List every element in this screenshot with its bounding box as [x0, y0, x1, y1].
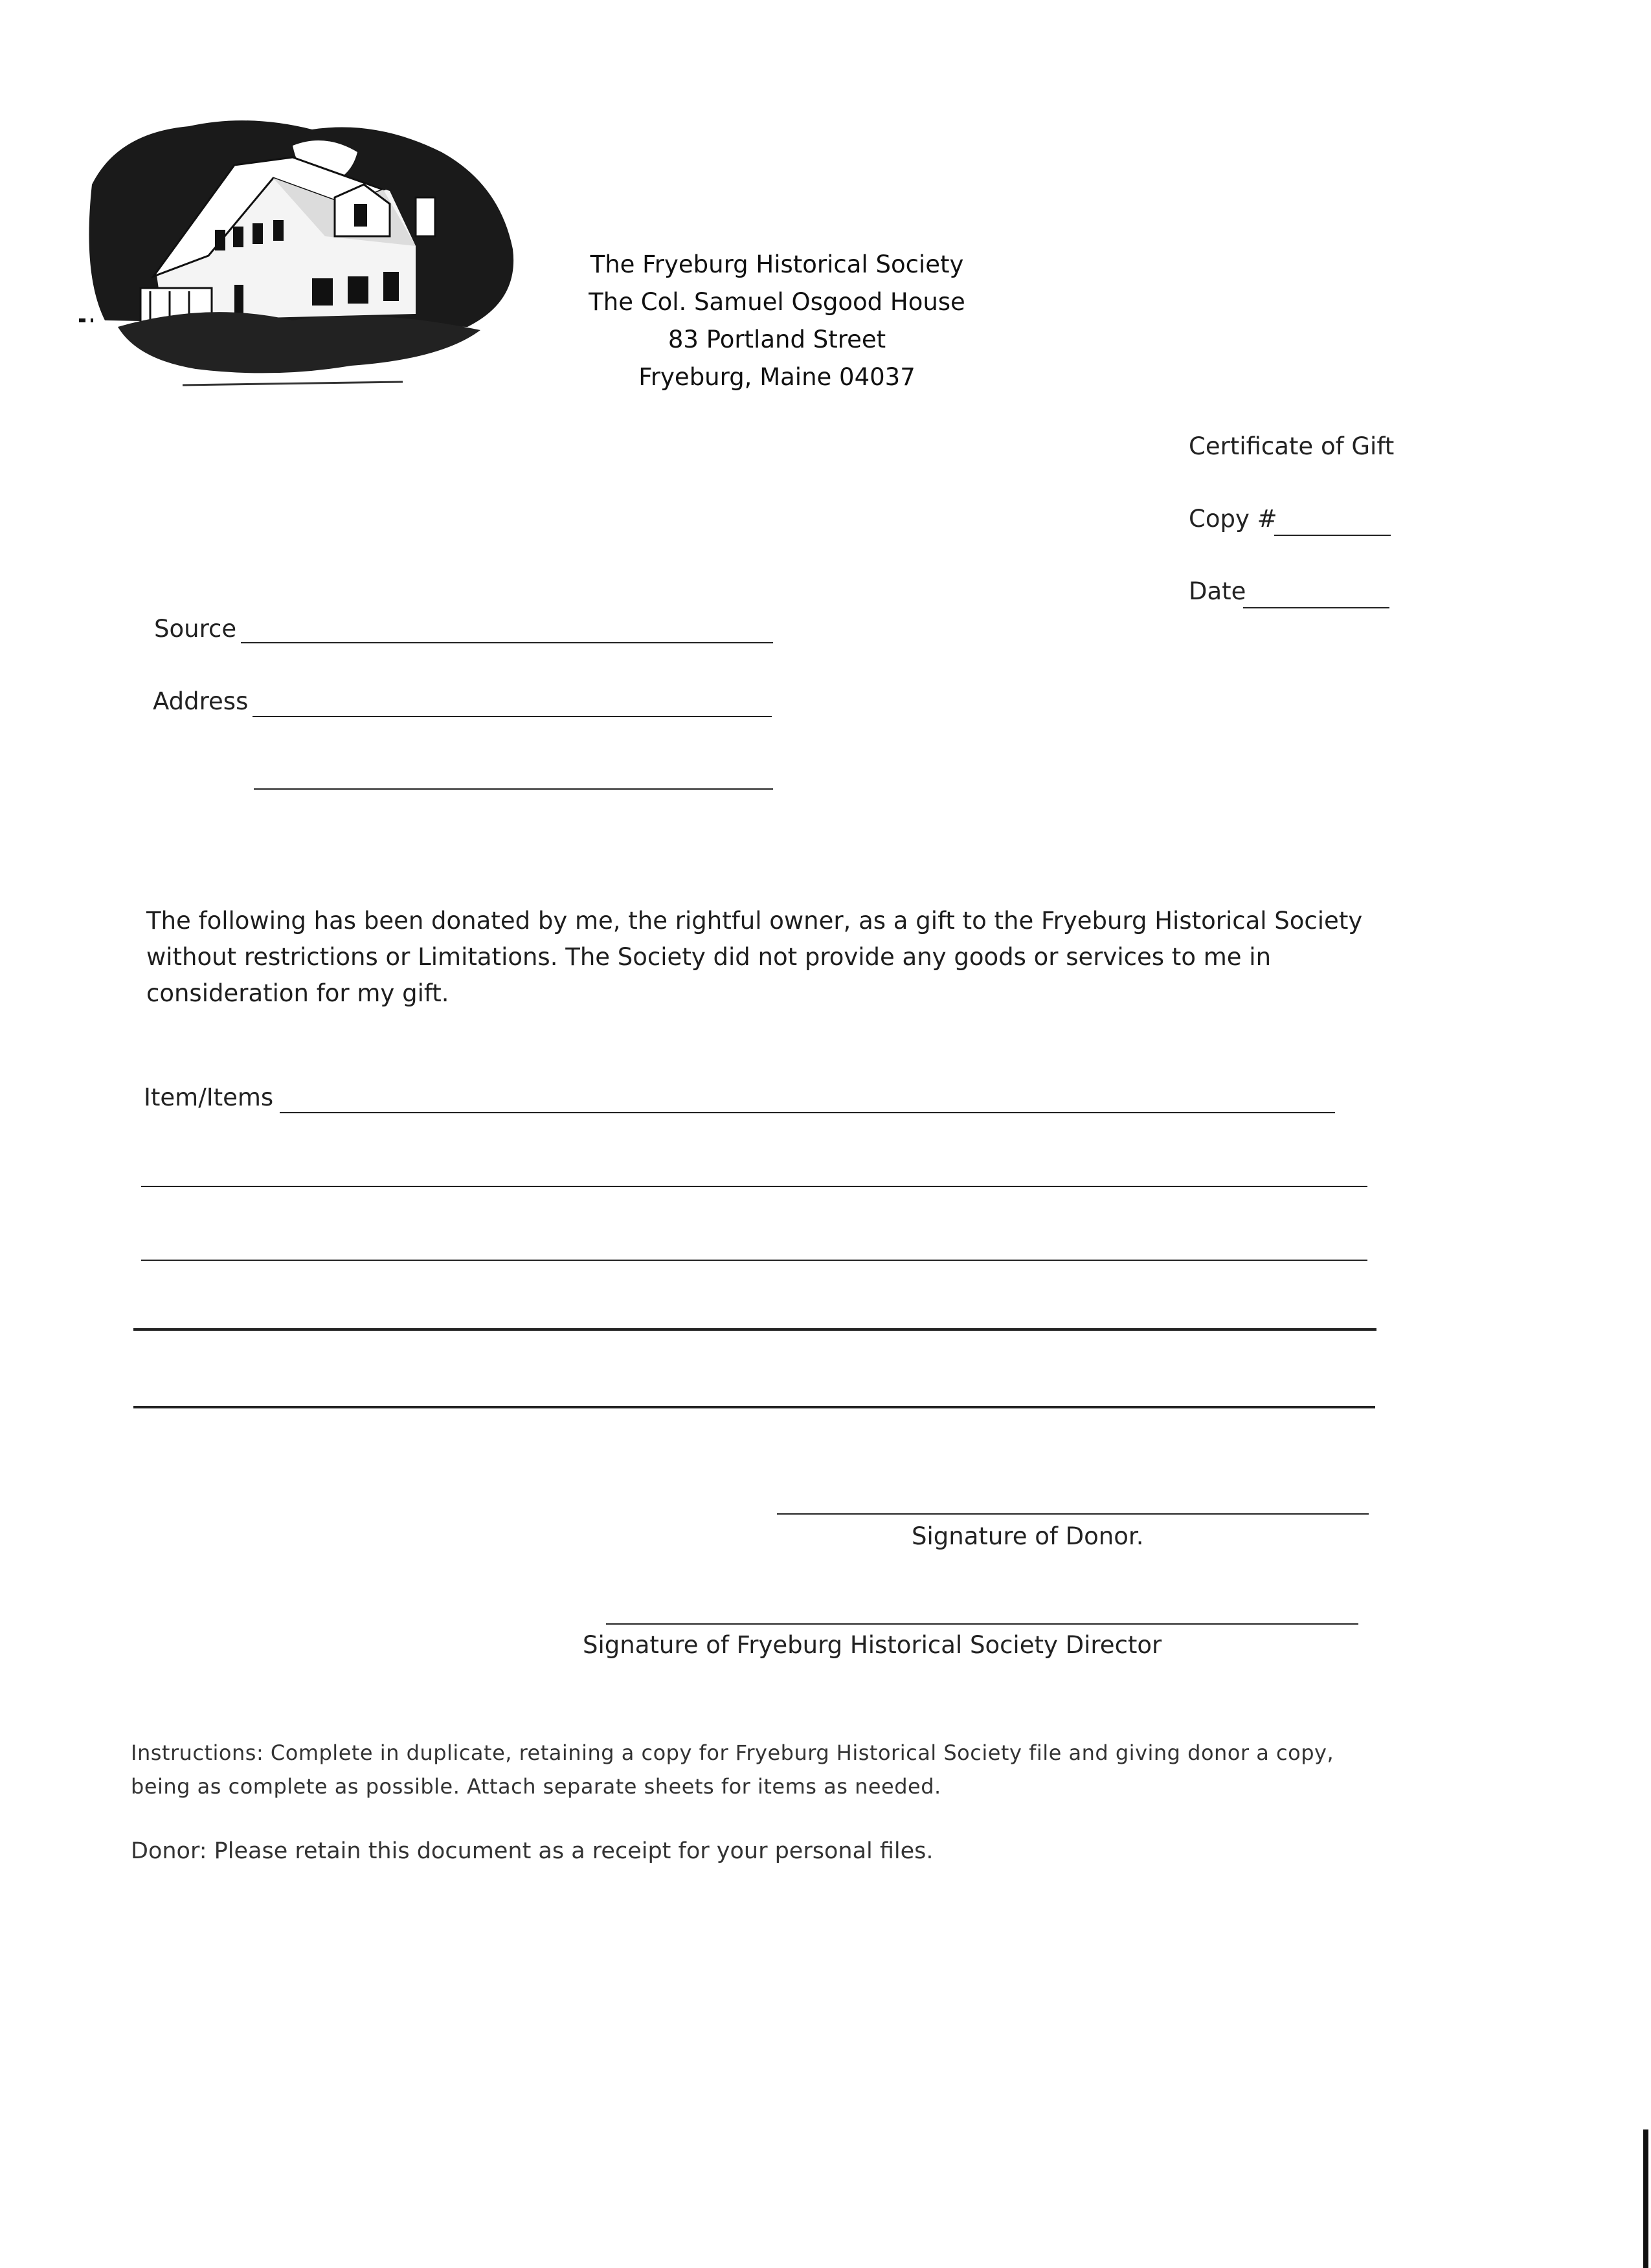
- address-label: Address: [153, 687, 249, 715]
- instructions-text: Instructions: Complete in duplicate, retaining a copy for Fryeburg Historical Society file and giving donor a copy, being as complete as possible. Attach separate sheets for items as needed.: [131, 1740, 1334, 1799]
- director-signature-line[interactable]: [606, 1623, 1358, 1625]
- house-logo-icon: [79, 107, 526, 398]
- address-field-line-1[interactable]: [253, 716, 772, 717]
- items-field-line-4[interactable]: [133, 1328, 1376, 1331]
- copy-number-label: Copy #: [1189, 505, 1277, 533]
- source-label: Source: [154, 615, 237, 643]
- items-field-line-3[interactable]: [141, 1260, 1367, 1261]
- street-address: 83 Portland Street: [668, 326, 886, 353]
- items-label: Item/Items: [144, 1084, 274, 1111]
- scan-edge-mark: [1643, 2129, 1648, 2268]
- donor-retain-note: Donor: Please retain this document as a receipt for your personal files.: [131, 1838, 934, 1864]
- donation-statement: The following has been donated by me, the rightful owner, as a gift to the Fryeburg Historical Society without restrictions or Limitations. The Society did not provide any goods or services to me in consideration for my gift.: [146, 907, 1363, 1007]
- donor-signature-line[interactable]: [777, 1513, 1369, 1515]
- source-field[interactable]: [241, 642, 773, 643]
- city-state-zip: Fryeburg, Maine 04037: [638, 363, 915, 391]
- donor-signature-label: Signature of Donor.: [912, 1522, 1144, 1550]
- date-field[interactable]: [1243, 607, 1389, 608]
- date-label: Date: [1189, 577, 1246, 605]
- house-name: The Col. Samuel Osgood House: [589, 288, 965, 316]
- org-name: The Fryeburg Historical Society: [590, 250, 964, 278]
- copy-number-field[interactable]: [1274, 535, 1391, 536]
- header-address-block: [544, 246, 1010, 396]
- items-field-line-1[interactable]: [280, 1112, 1335, 1113]
- director-signature-label: Signature of Fryeburg Historical Society Director: [583, 1631, 1162, 1659]
- certificate-title: Certificate of Gift: [1189, 432, 1395, 460]
- items-field-line-5[interactable]: [133, 1406, 1375, 1408]
- items-field-line-2[interactable]: [141, 1186, 1367, 1187]
- address-field-line-2[interactable]: [254, 788, 773, 790]
